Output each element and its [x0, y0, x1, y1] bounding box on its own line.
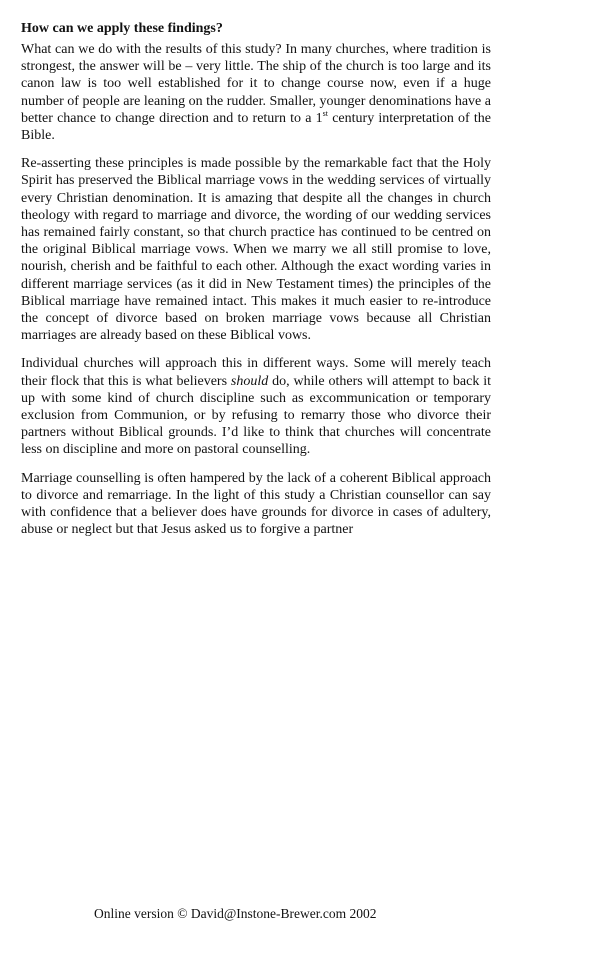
paragraph-3-text: Individual churches will approach this in different ways. Some will merely teach their flock that this is what believers	[21, 356, 491, 389]
page-footer: Online version © David@Instone-Brewer.com 2002	[94, 906, 377, 921]
document-body	[21, 20, 491, 549]
ordinal-superscript: st	[322, 108, 329, 118]
paragraph-1	[21, 41, 491, 144]
paragraph-3-text-end: do, while others will attempt to back it up with some kind of church discipline such as excommunication or temporary exclusion from Communion, or by refusing to remarry those who divorce their partners without Biblical grounds. I’d like to think that churches will concentrate less on discipline and more on pastoral counselling.	[21, 373, 491, 458]
paragraph-1-text-end: century interpretation of the Bible.	[21, 110, 491, 144]
paragraph-2: Re-asserting these principles is made possible by the remarkable fact that the Holy Spirit has preserved the Biblical marriage vows in the wedding services of virtually every Christian denomination. It is amazing that despite all the changes in church theology with regard to marriage and divorce, the wording of our wedding services has remained fairly constant, so that church practice has continued to be centred on the original Biblical marriage vows. When we marry we all still promise to love, nourish, cherish and be faithful to each other. Although the exact wording varies in different marriage services (as it did in New Testament times) the principles of the Biblical marriage have remained intact. This makes it much easier to re-introduce the concept of divorce based on broken marriage vows because all Christian marriages are already based on these Biblical vows.	[21, 156, 491, 344]
paragraph-1-text: What can we do with the results of this study? In many churches, where tradition is strongest, the answer will be – very little. The ship of the church is too large and its canon law is too well established for it to change course now, even if a huge number of people are leaning on the rudder. Smaller, younger denominations have a better chance to change direction and to return to a 1	[21, 42, 491, 126]
paragraph-3	[21, 355, 491, 458]
paragraph-4: Marriage counselling is often hampered by the lack of a coherent Biblical approach to divorce and remarriage. In the light of this study a Christian counsellor can say with confidence that a believer does have grounds for divorce in cases of adultery, abuse or neglect but that Jesus asked us to forgive a partner	[21, 470, 491, 538]
section-heading: How can we apply these findings?	[21, 21, 223, 36]
emphasis-should: should	[230, 373, 269, 389]
